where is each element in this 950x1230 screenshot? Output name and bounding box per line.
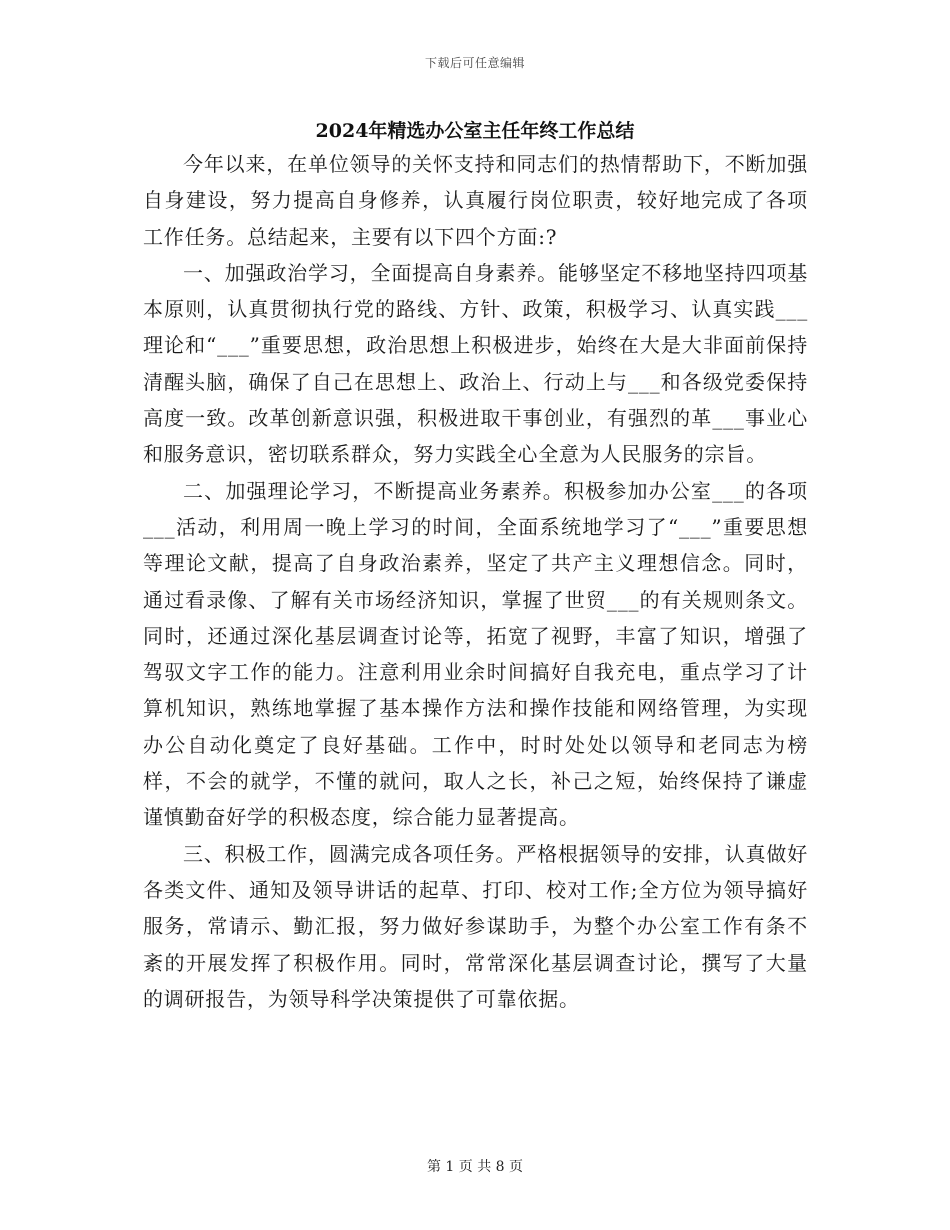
header-note: 下载后可任意编辑 <box>424 56 525 70</box>
paragraph-intro: 今年以来，在单位领导的关怀支持和同志们的热情帮助下，不断加强自身建设，努力提高自身修养，认真履行岗位职责，较好地完成了各项工作任务。总结起来，主要有以下四个方面:? <box>143 152 808 249</box>
document-body <box>143 146 808 1017</box>
page-footer: 第 1 页 共 8 页 <box>426 1159 524 1175</box>
paragraph-theory-study: 二、加强理论学习，不断提高业务素养。积极参加办公室___的各项___活动，利用周一晚上学习的时间，全面系统地学习了“___”重要思想等理论文献，提高了自身政治素养，坚定了共产主义理想信念。同时，通过看录像、了解有关市场经济知识，掌握了世贸___的有关规则条文。同时，还通过深化基层调查讨论等，拓宽了视野，丰富了知识，增强了驾驭文字工作的能力。注意利用业余时间搞好自我充电，重点学习了计算机知识，熟练地掌握了基本操作方法和操作技能和网络管理，为实现办公自动化奠定了良好基础。工作中，时时处处以领导和老同志为榜样，不会的就学，不懂的就问，取人之长，补己之短，始终保持了谦虚谨慎勤奋好学的积极态度，综合能力显著提高。 <box>143 478 808 830</box>
paragraph-political-study: 一、加强政治学习，全面提高自身素养。能够坚定不移地坚持四项基本原则，认真贯彻执行党的路线、方针、政策，积极学习、认真实践___理论和“___”重要思想，政治思想上积极进步，始终在大是大非面前保持清醒头脑，确保了自己在思想上、政治上、行动上与___和各级党委保持高度一致。改革创新意识强，积极进取干事创业，有强烈的革___事业心和服务意识，密切联系群众，努力实践全心全意为人民服务的宗旨。 <box>143 260 808 467</box>
document-title: 2024年精选办公室主任年终工作总结 <box>315 120 635 142</box>
paragraph-active-work: 三、积极工作，圆满完成各项任务。严格根据领导的安排，认真做好各类文件、通知及领导讲话的起草、打印、校对工作;全方位为领导搞好服务，常请示、勤汇报，努力做好参谋助手，为整个办公室工作有条不紊的开展发挥了积极作用。同时，常常深化基层调查讨论，撰写了大量的调研报告，为领导科学决策提供了可靠依据。 <box>143 841 808 1011</box>
